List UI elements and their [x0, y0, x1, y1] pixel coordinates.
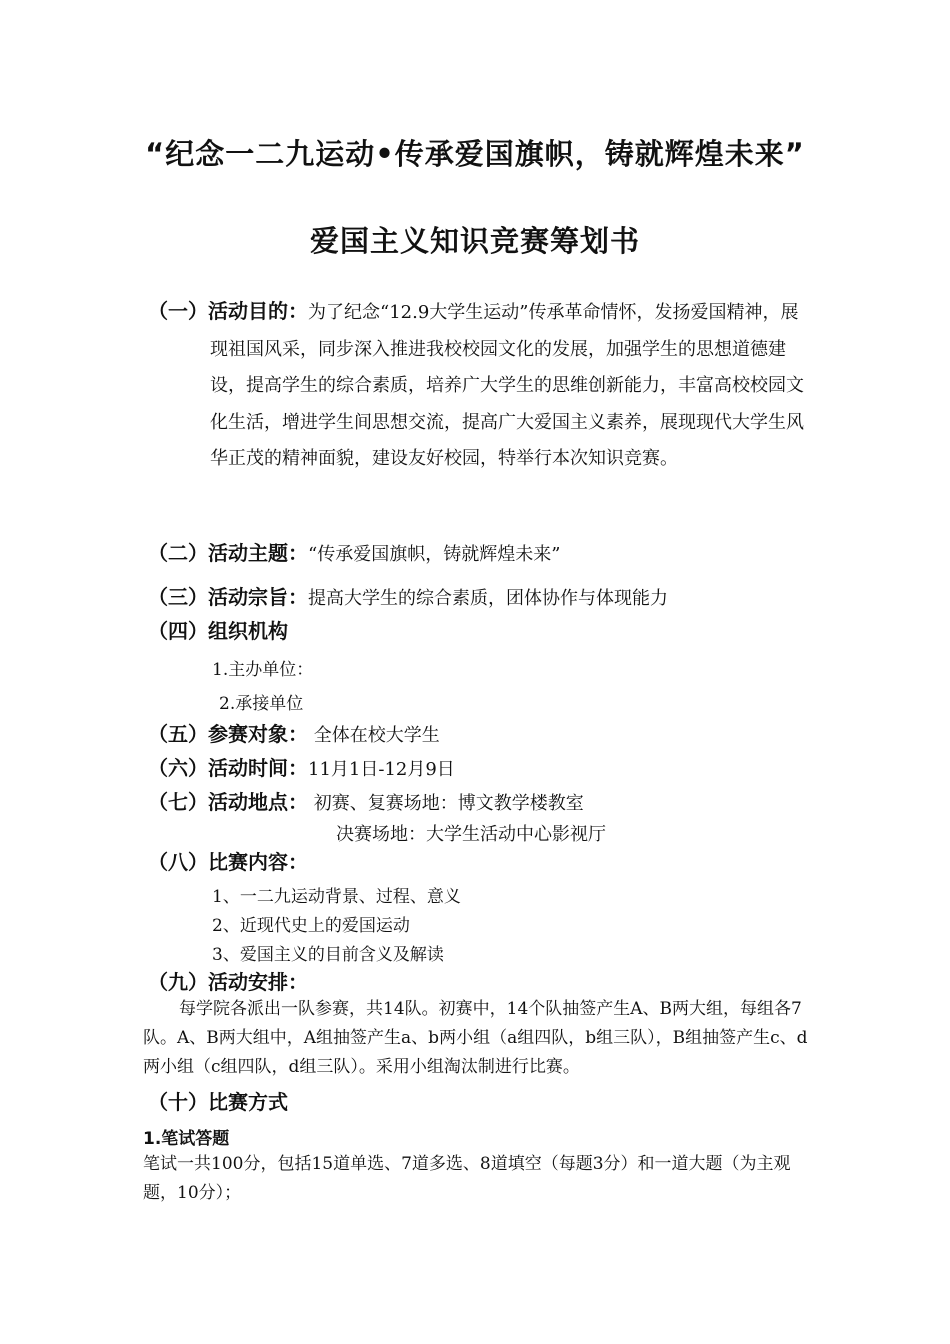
- section-purpose-heading: （一）活动目的：: [148, 299, 308, 323]
- section-content-heading: （八）比赛内容：: [148, 850, 308, 874]
- section-theme-heading: （二）活动主题：: [148, 541, 308, 565]
- section-location: [148, 786, 584, 819]
- section-organization-heading: （四）组织机构: [148, 619, 288, 643]
- section-arrangement-text: 每学院各派出一队参赛，共14队。初赛中，14个队抽签产生A、B两大组，每组各7队。A、B两大组中，A组抽签产生a、b两小组（a组四队，b组三队），B组抽签产生c、d两小组（c组四队，d组三队）。采用小组淘汰制进行比赛。: [143, 999, 808, 1077]
- document-title-line1: “纪念一二九运动•传承爱国旗帜，铸就辉煌未来”: [145, 137, 805, 171]
- section-time-heading: （六）活动时间：: [148, 756, 308, 780]
- section-aim-text: 提高大学生的综合素质，团体协作与体现能力: [308, 588, 668, 609]
- section-location-preliminary: 初赛、复赛场地：博文教学楼教室: [308, 793, 584, 814]
- section-method-heading: （十）比赛方式: [148, 1090, 288, 1114]
- method-text: 笔试一共100分，包括15道单选、7道多选、8道填空（每题3分）和一道大题（为主观题，10分）；: [143, 1154, 791, 1203]
- section-participants-heading: （五）参赛对象：: [148, 722, 308, 746]
- section-time: [148, 752, 455, 785]
- organization-undertaker: 2.承接单位: [219, 694, 304, 714]
- section-arrangement-heading: （九）活动安排：: [148, 970, 308, 994]
- section-location-heading: （七）活动地点：: [148, 790, 308, 814]
- content-item: 2、近现代史上的爱国运动: [212, 916, 410, 936]
- section-purpose-text: 为了纪念“12.9大学生运动”传承革命情怀，发扬爱国精神，展现祖国风采，同步深入推进我校校园文化的发展，加强学生的思想道德建设，提高学生的综合素质，培养广大学生的思维创新能力，丰富高校校园文化生活，增进学生间思想交流，提高广大爱国主义素养，展现现代大学生风华正茂的精神面貌，建设友好校园，特举行本次知识竞赛。: [210, 302, 804, 469]
- section-theme-text: “传承爱国旗帜，铸就辉煌未来”: [308, 544, 561, 565]
- document-title-line2: 爱国主义知识竞赛筹划书: [309, 224, 640, 258]
- section-organization: [148, 615, 288, 648]
- section-aim: [148, 581, 668, 614]
- section-location-final: 决赛场地：大学生活动中心影视厅: [336, 824, 606, 845]
- section-participants: [148, 718, 440, 751]
- section-theme: [148, 537, 560, 570]
- section-content: [148, 846, 308, 879]
- section-time-text: 11月1日-12月9日: [308, 759, 455, 780]
- organization-host: 1.主办单位：: [212, 660, 314, 680]
- method-subheading: 1.笔试答题: [143, 1129, 230, 1149]
- content-item: 1、一二九运动背景、过程、意义: [212, 887, 461, 907]
- section-purpose: [148, 293, 808, 478]
- section-method: [148, 1086, 288, 1119]
- section-participants-text: 全体在校大学生: [308, 725, 440, 746]
- content-item: 3、爱国主义的目前含义及解读: [212, 945, 444, 965]
- section-aim-heading: （三）活动宗旨：: [148, 585, 308, 609]
- section-arrangement: [148, 966, 308, 999]
